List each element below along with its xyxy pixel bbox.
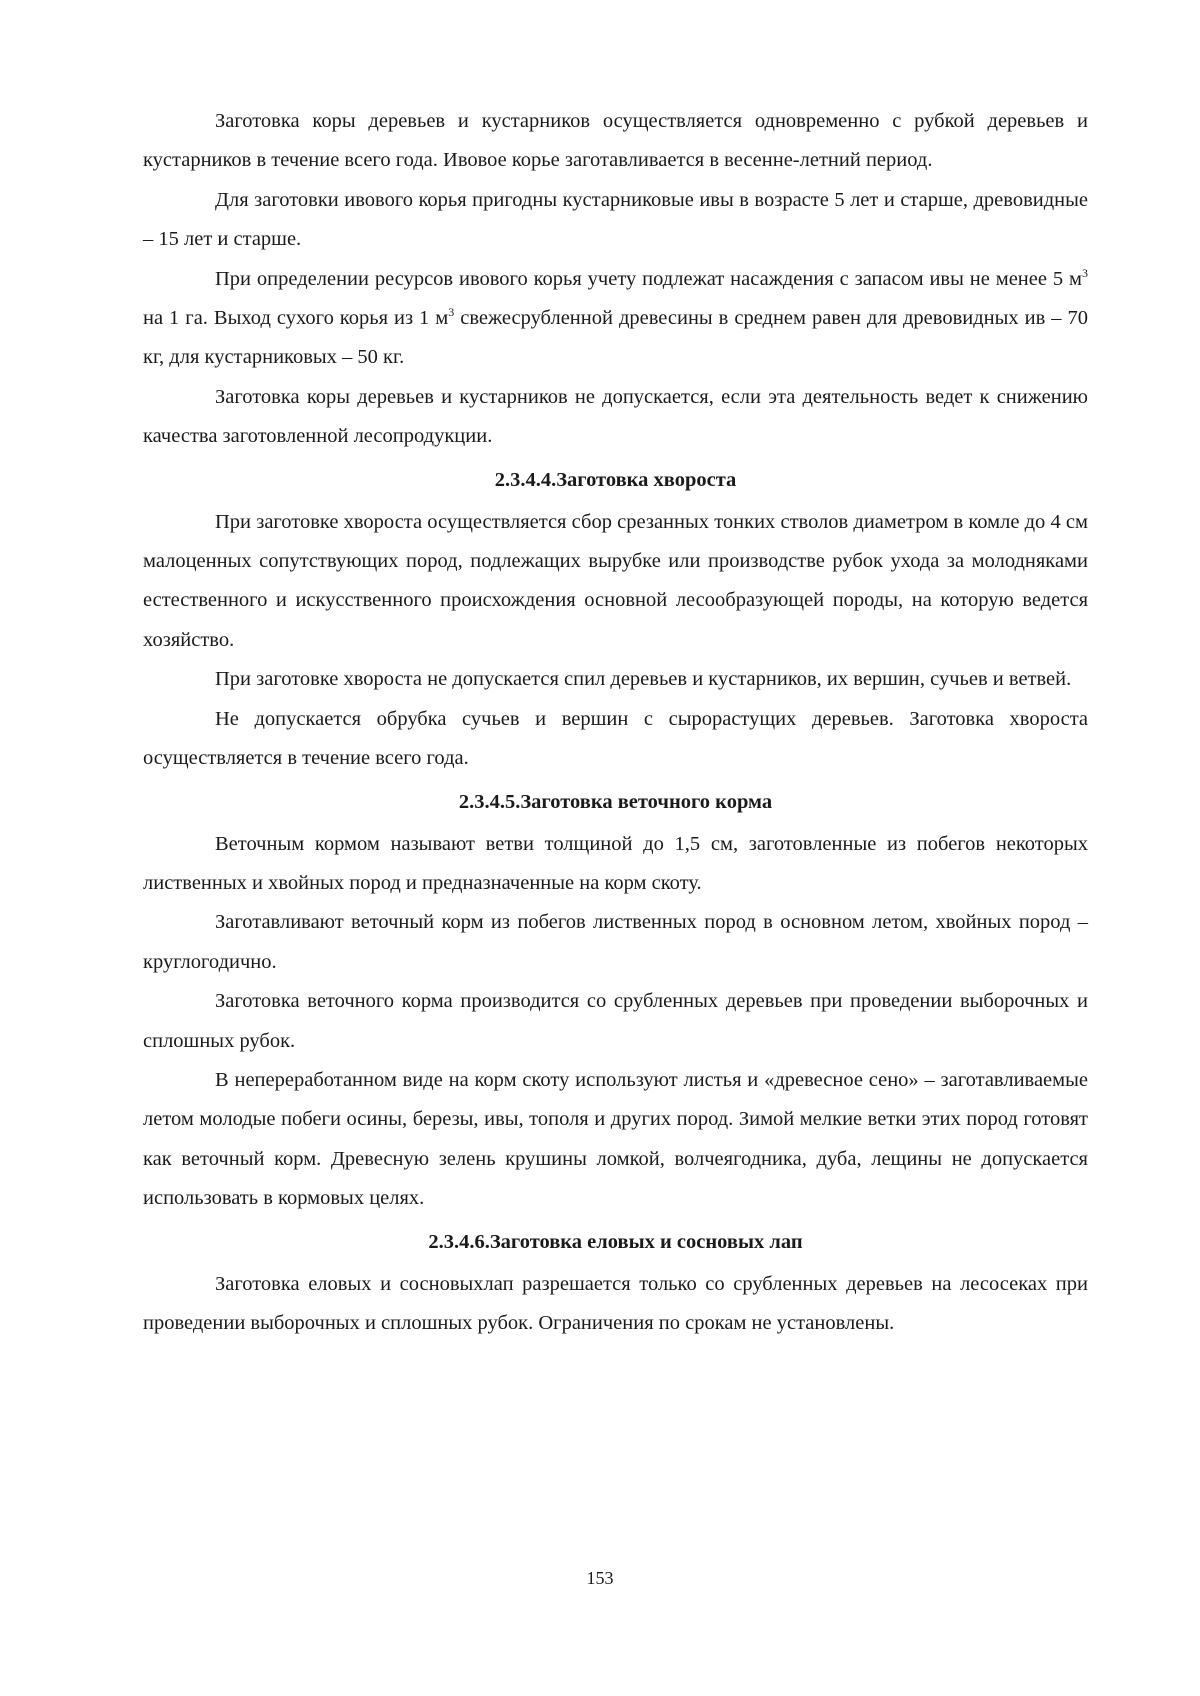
- paragraph: Не допускается обрубка сучьев и вершин с сырорастущих деревьев. Заготовка хвороста осуществляется в течение всего года.: [143, 707, 1088, 770]
- paragraph: В непереработанном виде на корм скоту используют листья и «древесное сено» – заготавливаемые летом молодые побеги осины, березы, ивы, тополя и других пород. Зимой мелкие ветки этих пород готовят как веточный корм. Древесную зелень крушины ломкой, волчеягодника, дуба, лещины не допускается использовать в кормовых целях.: [143, 1068, 1088, 1210]
- paragraph-text: При определении ресурсов ивового корья учету подлежат насаждения с запасом ивы не менее 5 м: [215, 267, 1082, 290]
- superscript: 3: [448, 305, 455, 320]
- paragraph: Для заготовки ивового корья пригодны кустарниковые ивы в возрасте 5 лет и старше, древовидные – 15 лет и старше.: [143, 188, 1088, 251]
- paragraph: Заготовка коры деревьев и кустарников не допускается, если эта деятельность ведет к снижению качества заготовленной лесопродукции.: [143, 385, 1088, 448]
- paragraph: Заготовка еловых и сосновыхлап разрешается только со срубленных деревьев на лесосеках при проведении выборочных и сплошных рубок. Ограничения по срокам не установлены.: [143, 1272, 1088, 1334]
- superscript: 3: [1082, 265, 1088, 280]
- paragraph-text: свежесрубленной древесины в среднем равен для древовидных ив – 70 кг, для кустарниковых – 50 кг.: [143, 307, 1088, 369]
- paragraph: При заготовке хвороста не допускается спил деревьев и кустарников, их вершин, сучьев и ветвей.: [215, 668, 1072, 691]
- paragraph: Заготавливают веточный корм из побегов лиственных пород в основном летом, хвойных пород – круглогодично.: [143, 911, 1088, 973]
- section-heading: 2.3.4.5.Заготовка веточного корма: [458, 790, 773, 813]
- section-heading: 2.3.4.4.Заготовка хвороста: [494, 468, 737, 491]
- paragraph: Заготовка коры деревьев и кустарников осуществляется одновременно с рубкой деревьев и кустарников в течение всего года. Ивовое корье заготавливается в весенне-летний период.: [143, 110, 1088, 172]
- section-heading: 2.3.4.6.Заготовка еловых и сосновых лап: [428, 1230, 803, 1253]
- paragraph: Веточным кормом называют ветви толщиной до 1,5 см, заготовленные из побегов некоторых лиственных и хвойных пород и предназначенные на корм скоту.: [143, 832, 1088, 894]
- paragraph: [143, 260, 1088, 378]
- paragraph: При заготовке хвороста осуществляется сбор срезанных тонких стволов диаметром в комле до 4 см малоценных сопутствующих пород, подлежащих вырубке или производстве рубок ухода за молодняками естественного и искусственного происхождения основной лесообразующей породы, на которую ведется хозяйство.: [143, 510, 1088, 651]
- paragraph-text: на 1 га. Выход сухого корья из 1 м: [143, 307, 449, 330]
- paragraph: Заготовка веточного корма производится со срубленных деревьев при проведении выборочных и сплошных рубок.: [143, 990, 1088, 1052]
- page-number: 153: [586, 1568, 614, 1588]
